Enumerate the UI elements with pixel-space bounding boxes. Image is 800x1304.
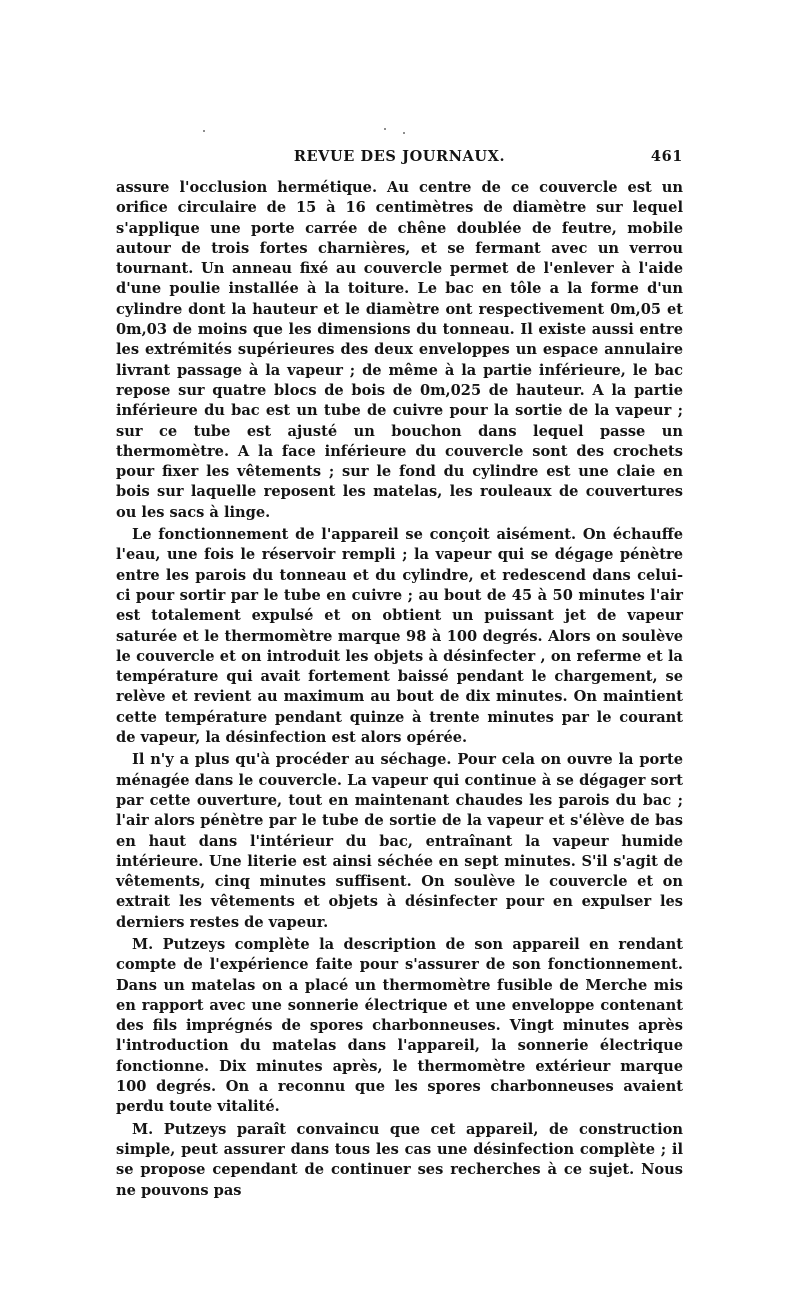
- paragraph: Le fonctionnement de l'appareil se conçoit aisément. On échauffe l'eau, une fois le réservoir rempli ; la vapeur qui se dégage pénètre entre les parois du tonneau et du cylindre, et redescend dans celui-ci pour sortir par le tube en cuivre ; au bout de 45 à 50 minutes l'air est totalement expulsé et on obtient un puissant jet de vapeur saturée et le thermomètre marque 98 à 100 degrés. Alors on soulève le couvercle et on introduit les objets à désinfecter , on referme et la température qui avait fortement baissé pendant le chargement, se relève et revient au maximum au bout de dix minutes. On maintient cette température pendant quinze à trente minutes par le courant de vapeur, la désinfection est alors opérée.: [116, 526, 683, 747]
- book-page: [116, 148, 683, 1201]
- running-title: REVUE DES JOURNAUX.: [293, 148, 506, 165]
- paragraph: M. Putzeys complète la description de son appareil en rendant compte de l'expérience faite pour s'assurer de son fonctionnement. Dans un matelas on a placé un thermomètre fusible de Merche mis en rapport avec une sonnerie électrique et une enveloppe contenant des fils imprégnés de spores charbonneuses. Vingt minutes après l'introduction du matelas dans l'appareil, la sonnerie électrique fonctionne. Dix minutes après, le thermomètre extérieur marque 100 degrés. On a reconnu que les spores charbonneuses avaient perdu toute vitalité.: [116, 935, 683, 1116]
- paragraph-continued: assure l'occlusion hermétique. Au centre de ce couvercle est un orifice circulaire de 15 à 16 centimètres de diamètre sur lequel s'applique une porte carrée de chêne doublée de feutre, mobile autour de trois fortes charnières, et se fermant avec un verrou tournant. Un anneau fixé au couvercle permet de l'enlever à l'aide d'une poulie installée à la toiture. Le bac en tôle a la forme d'un cylindre dont la hauteur et le diamètre ont respectivement 0m,05 et 0m,03 de moins que les dimensions du tonneau. Il existe aussi entre les extrémités supérieures des deux enveloppes un espace annulaire livrant passage à la vapeur ; de même à la partie inférieure, le bac repose sur quatre blocs de bois de 0m,025 de hauteur. A la partie inférieure du bac est un tube de cuivre pour la sortie de la vapeur ; sur ce tube est ajusté un bouchon dans lequel passe un thermomètre. A la face inférieure du couvercle sont des crochets pour fixer les vêtements ; sur le fond du cylindre est une claie en bois sur laquelle reposent les matelas, les rouleaux de couvertures ou les sacs à linge.: [116, 179, 683, 521]
- paragraph: Il n'y a plus qu'à procéder au séchage. Pour cela on ouvre la porte ménagée dans le couvercle. La vapeur qui continue à se dégager sort par cette ouverture, tout en maintenant chaudes les parois du bac ; l'air alors pénètre par le tube de sortie de la vapeur et s'élève de bas en haut dans l'intérieur du bac, entraînant la vapeur humide intérieure. Une literie est ainsi séchée en sept minutes. S'il s'agit de vêtements, cinq minutes suffisent. On soulève le couvercle et on extrait les vêtements et objets à désinfecter pour en expulser les derniers restes de vapeur.: [116, 751, 683, 931]
- article-body: [116, 178, 683, 1201]
- running-header: [116, 148, 683, 174]
- page-number: 461: [650, 148, 683, 165]
- paragraph: M. Putzeys paraît convaincu que cet appareil, de construction simple, peut assurer dans tous les cas une désinfection complète ; il se propose cependant de continuer ses recherches à ce sujet. Nous ne pouvons pas: [116, 1120, 683, 1199]
